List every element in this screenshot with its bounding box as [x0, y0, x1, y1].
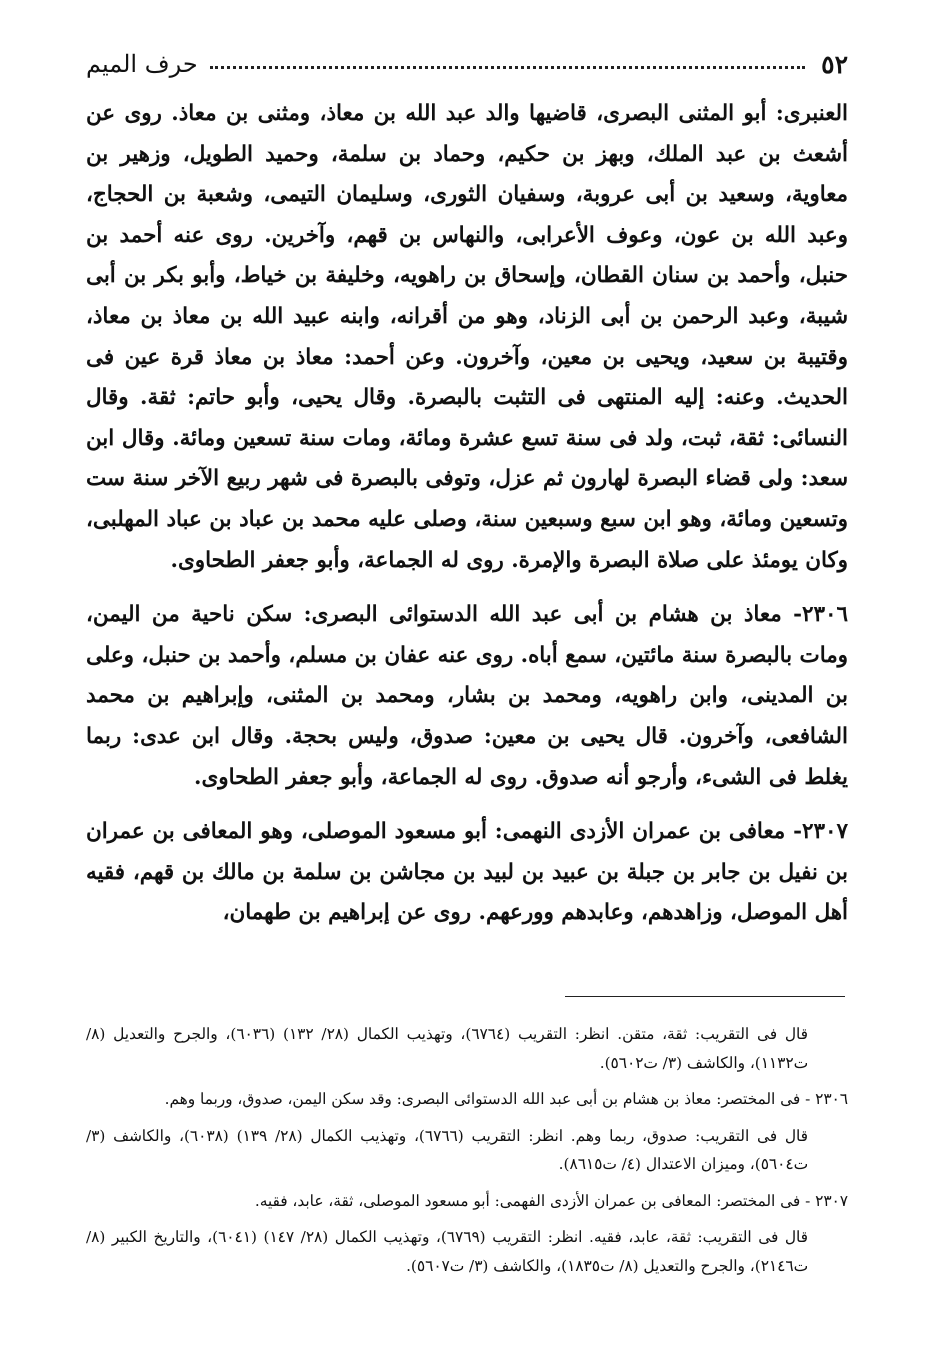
entry-paragraph-2306: ٢٣٠٦- معاذ بن هشام بن أبى عبد الله الدستوائى البصرى: سكن ناحية من اليمن، ومات بالبصرة سنة مائتين، سمع أباه. روى عنه عفان بن مسلم، وأحمد بن حنبل، وعلى بن المدينى، وابن راهويه، ومحمد بن بشار، ومحمد بن المثنى، وإبراهيم بن محمد الشافعى، وآخرون. قال يحيى بن معين: صدوق، وليس بحجة. وقال ابن عدى: ربما يغلط فى الشىء، وأرجو أنه صدوق. روى له الجماعة، وأبو جعفر الطحاوى. — [86, 602, 848, 790]
footnote-item: قال فى التقريب: ثقة، متقن. انظر: التقريب (٦٧٦٤)، وتهذيب الكمال (٢٨/ ١٣٢) (٦٠٣٦)، والجرح والتعديل (٨/ ت١١٣٢)، والكاشف (٣/ ت٥٦٠٢). — [86, 1025, 808, 1072]
footnote-separator — [565, 996, 845, 997]
footnote-item: ٢٣٠٧ - فى المختصر: المعافى بن عمران الأزدى الفهمى: أبو مسعود الموصلى، ثقة، عابد، فقيه. — [254, 1191, 848, 1210]
page-number: ٥٢ — [821, 49, 848, 79]
page-header — [86, 44, 848, 84]
entry-paragraph-2307: ٢٣٠٧- معافى بن عمران الأزدى النهمى: أبو مسعود الموصلى، وهو المعافى بن عمران بن نفيل بن جابر بن جبلة بن عبيد بن لبيد بن مجاشن بن سلمة بن مالك بن قهم، فقيه أهل الموصل، وزاهدهم، وعابدهم وورعهم. روى عن إبراهيم بن طهمان، — [86, 819, 848, 926]
footnote-item: قال فى التقريب: ثقة، عابد، فقيه. انظر: التقريب (٦٧٦٩)، وتهذيب الكمال (٢٨/ ١٤٧) (٦٠٤١)، والتاريخ الكبير (٨/ ت٢١٤٦)، والجرح والتعديل (٨/ ت١٨٣٥)، والكاشف (٣/ ت٥٦٠٧). — [86, 1228, 808, 1275]
running-title: حرف الميم — [86, 50, 198, 78]
footnotes — [86, 1020, 848, 1280]
footnote-item: ٢٣٠٦ - فى المختصر: معاذ بن هشام بن أبى عبد الله الدستوائى البصرى: وقد سكن اليمن، صدوق، وربما وهم. — [164, 1090, 848, 1108]
footnote-item: قال فى التقريب: صدوق، ربما وهم. انظر: التقريب (٦٧٦٦)، وتهذيب الكمال (٢٨/ ١٣٩) (٦٠٣٨)، والكاشف (٣/ ت٥٦٠٤)، وميزان الاعتدال (٤/ ت٨٦١٥). — [86, 1126, 808, 1173]
entry-paragraph-continued: العنبرى: أبو المثنى البصرى، قاضيها والد عبد الله بن معاذ، ومثنى بن معاذ. روى عن أشعث بن عبد الملك، وبهز بن حكيم، وحماد بن سلمة، وحميد الطويل، وزهير بن معاوية، وسعيد بن أبى عروبة، وسفيان الثورى، وسليمان التيمى، وشعبة بن الحجاج، وعبد الله بن عون، وعوف الأعرابى، والنهاس بن قهم، وآخرين. روى عنه أحمد بن حنبل، وأحمد بن سنان القطان، وإسحاق بن راهويه، وخليفة بن خياط، وأبو بكر بن أبى شيبة، وعبد الرحمن بن أبى الزناد، وهو من أقرانه، وابنه عبيد الله بن معاذ بن معاذ، وقتيبة بن سعيد، ويحيى بن معين، وآخرون. وعن أحمد: معاذ بن معاذ قرة عين فى الحديث. وعنه: إليه المنتهى فى التثبت بالبصرة. وقال يحيى، وأبو حاتم: ثقة. وقال النسائى: ثقة، ثبت، ولد فى سنة تسع عشرة ومائة، ومات سنة تسعين ومائة. وقال ابن سعد: ولى قضاء البصرة لهارون ثم عزل، وتوفى بالبصرة فى شهر ربيع الآخر سنة ست وتسعين ومائة، وهو ابن سبع وسبعين سنة، وصلى عليه محمد بن عباد بن عباد المهلبى، وكان يومئذ على صلاة البصرة والإمرة. روى له الجماعة، وأبو جعفر الطحاوى. — [86, 101, 848, 573]
main-text — [86, 94, 848, 934]
dotted-leader — [210, 66, 805, 69]
